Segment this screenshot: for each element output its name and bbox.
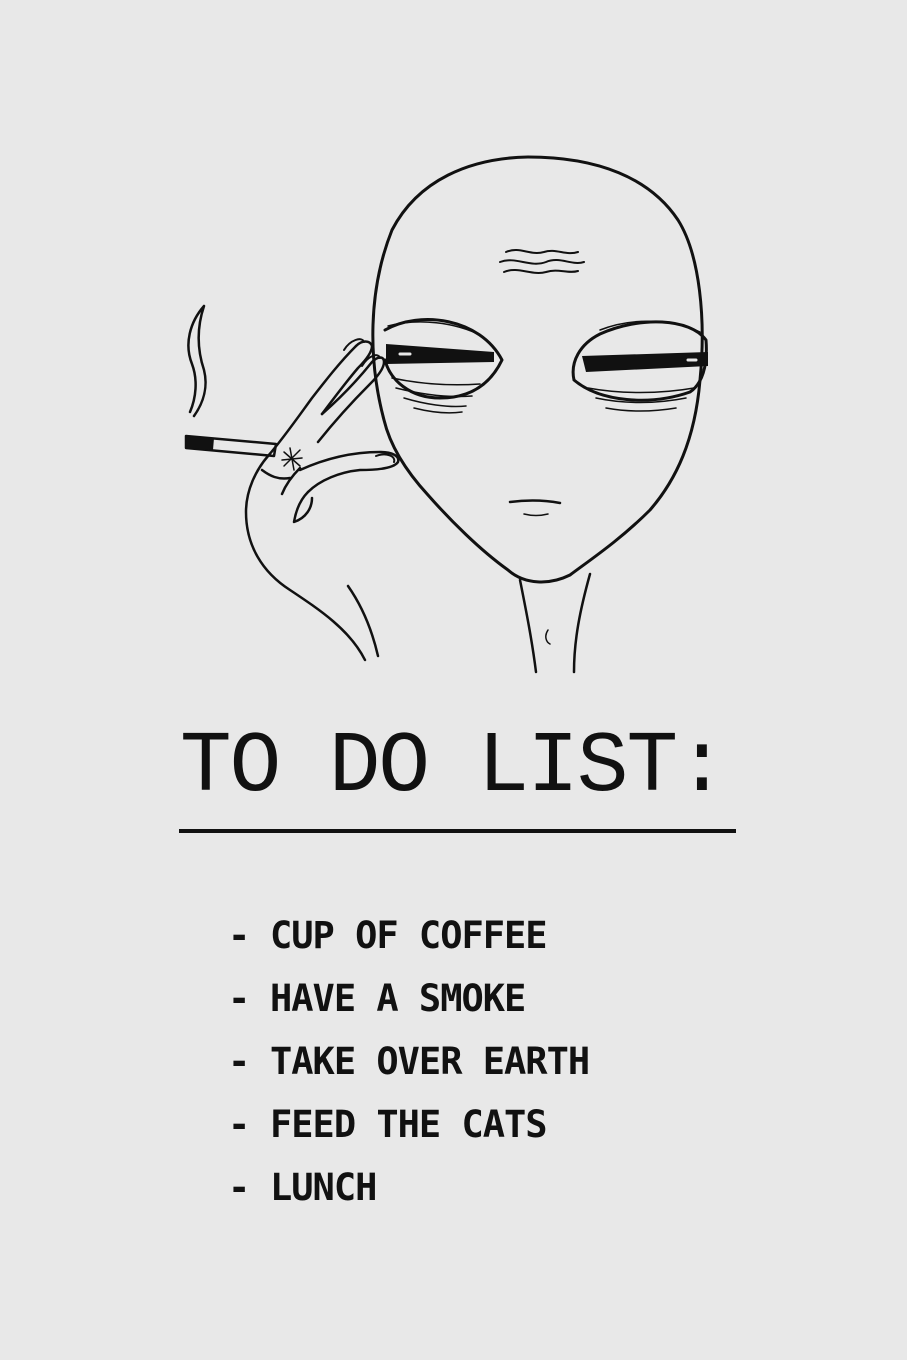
smoke-wisp xyxy=(188,306,205,416)
bullet-dash: - xyxy=(228,1103,250,1146)
bullet-dash: - xyxy=(228,977,250,1020)
bullet-dash: - xyxy=(228,1040,250,1083)
todo-item xyxy=(228,904,589,967)
alien-neck-detail xyxy=(546,630,550,644)
cigarette-icon xyxy=(186,436,276,456)
bullet-dash: - xyxy=(228,914,250,957)
alien-left-eye xyxy=(385,320,502,413)
ring-sparkle-icon xyxy=(282,448,302,470)
todo-item-text: HAVE A SMOKE xyxy=(270,977,526,1020)
todo-item xyxy=(228,1030,589,1093)
todo-list xyxy=(228,904,589,1219)
alien-neck-right xyxy=(574,574,590,672)
alien-chin-line xyxy=(524,514,548,516)
todo-item-text: CUP OF COFFEE xyxy=(270,914,547,957)
forehead-wrinkles xyxy=(500,250,584,273)
todo-item-text: FEED THE CATS xyxy=(270,1103,547,1146)
todo-list-title: TO DO LIST: xyxy=(180,718,726,816)
alien-right-eye xyxy=(573,321,708,411)
todo-item-text: TAKE OVER EARTH xyxy=(270,1040,590,1083)
alien-head-outline xyxy=(373,157,702,582)
todo-item xyxy=(228,1156,589,1219)
title-underline xyxy=(179,829,736,833)
alien-mouth xyxy=(510,501,560,503)
todo-item xyxy=(228,967,589,1030)
bullet-dash: - xyxy=(228,1166,250,1209)
todo-item-text: LUNCH xyxy=(270,1166,377,1209)
todo-item xyxy=(228,1093,589,1156)
alien-neck-left xyxy=(520,580,536,672)
smoking-hand xyxy=(246,342,398,661)
